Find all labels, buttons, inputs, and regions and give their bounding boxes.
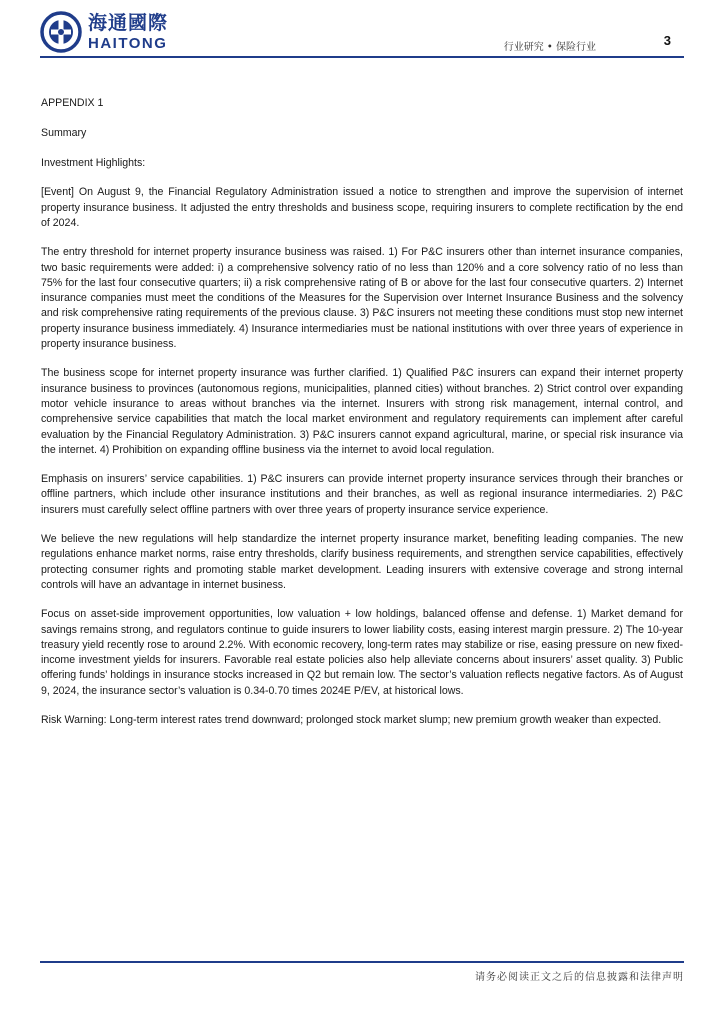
paragraph-asset-side: Focus on asset-side improvement opportunities, low valuation + low holdings, balanced offense and defense. 1) Market demand for savings remains strong, and regulators continue to guide insurers to lower liability costs, easing interest margin pressure. 2) The 10-year treasury yield recently rose to around 2.2%. With economic recovery, long-term rates may stabilize or rise, easing pressure on new fixed-income investment yields for insurers. Favorable real estate policies also help alleviate concerns about insurers’ asset quality. 3) Public offering funds’ holdings in insurance stocks increased in Q2 but remain low. The sector’s valuation reflects negative factors. As of August 9, 2024, the insurance sector’s valuation is 0.34-0.70 times 2024E P/EV, at historical lows. [41,608,683,697]
summary-heading: Summary [41,126,87,139]
report-body [41,96,683,742]
logo-chinese-name: 海通國際 [88,11,169,34]
paragraph-risk-warning: Risk Warning: Long-term interest rates trend downward; prolonged stock market slump; new premium growth weaker than expected. [41,714,662,726]
logo-english-name: HAITONG [88,34,168,52]
footer-disclaimer: 请务必阅读正文之后的信息披露和法律声明 [475,972,684,983]
paragraph-business-scope: The business scope for internet property insurance was further clarified. 1) Qualified P&C insurers can expand their internet property insurance business to provinces (autonomous regions, municipalities, planned cities) without branches. 2) Strict control over expanding motor vehicle insurance to areas without branches via the internet. Insurers with strong risk management, internal control, and comprehensive service capabilities that match the local market environment and regulatory requirements can implement after careful evaluation by the Financial Regulatory Administration. 3) P&C insurers cannot expand agricultural, marine, or special risk insurance via the internet. 4) Prohibition on expanding offline business via the internet to avoid local regulation. [41,367,683,456]
page-number: 3 [663,33,671,48]
paragraph-event: [Event] On August 9, the Financial Regulatory Administration issued a notice to strengthen and improve the supervision of internet property insurance business. It adjusted the entry thresholds and business scope, requiring insurers to complete rectification by the end of 2024. [41,186,683,229]
appendix-heading: APPENDIX 1 [41,97,104,109]
header-divider [40,56,684,58]
haitong-emblem-icon [40,11,82,53]
paragraph-entry-threshold: The entry threshold for internet property insurance business was raised. 1) For P&C insurers other than internet insurance companies, two basic requirements were added: i) a comprehensive solvency ratio of no less than 120% and a core solvency ratio of no less than 75% for the last four consecutive quarters; ii) a risk comprehensive rating of B or above for the last four consecutive quarters. 2) Internet insurance companies must meet the conditions of the Measures for the Supervision over Internet Insurance Business and the solvency and risk comprehensive rating requirements of the previous clause. 3) P&C insurers not meeting these conditions must stop new internet property insurance business immediately. 4) Insurance intermediaries must be national institutions with over three years of experience in property insurance business. [41,246,683,351]
paragraph-service-capabilities: Emphasis on insurers’ service capabilities. 1) P&C insurers can provide internet property insurance services through their branches or offline partners, which include other insurance institutions and their branches, as well as regional insurance intermediaries. 2) P&C insurers must carefully select offline partners with over three years of property insurance service experience. [41,473,683,516]
report-section-label: 行业研究 • 保险行业 [503,42,596,53]
paragraph-outlook: We believe the new regulations will help standardize the internet property insurance market, benefiting leading companies. The new regulations enhance market norms, raise entry thresholds, clarify business requirements, and strengthen service capabilities, effectively protecting consumer rights and promoting stable market development. Leading insurers with extensive coverage and strong internal controls will have an advantage in internet business. [41,533,683,591]
highlights-heading: Investment Highlights: [41,156,146,169]
haitong-logo [40,10,168,54]
footer-divider [40,961,684,963]
